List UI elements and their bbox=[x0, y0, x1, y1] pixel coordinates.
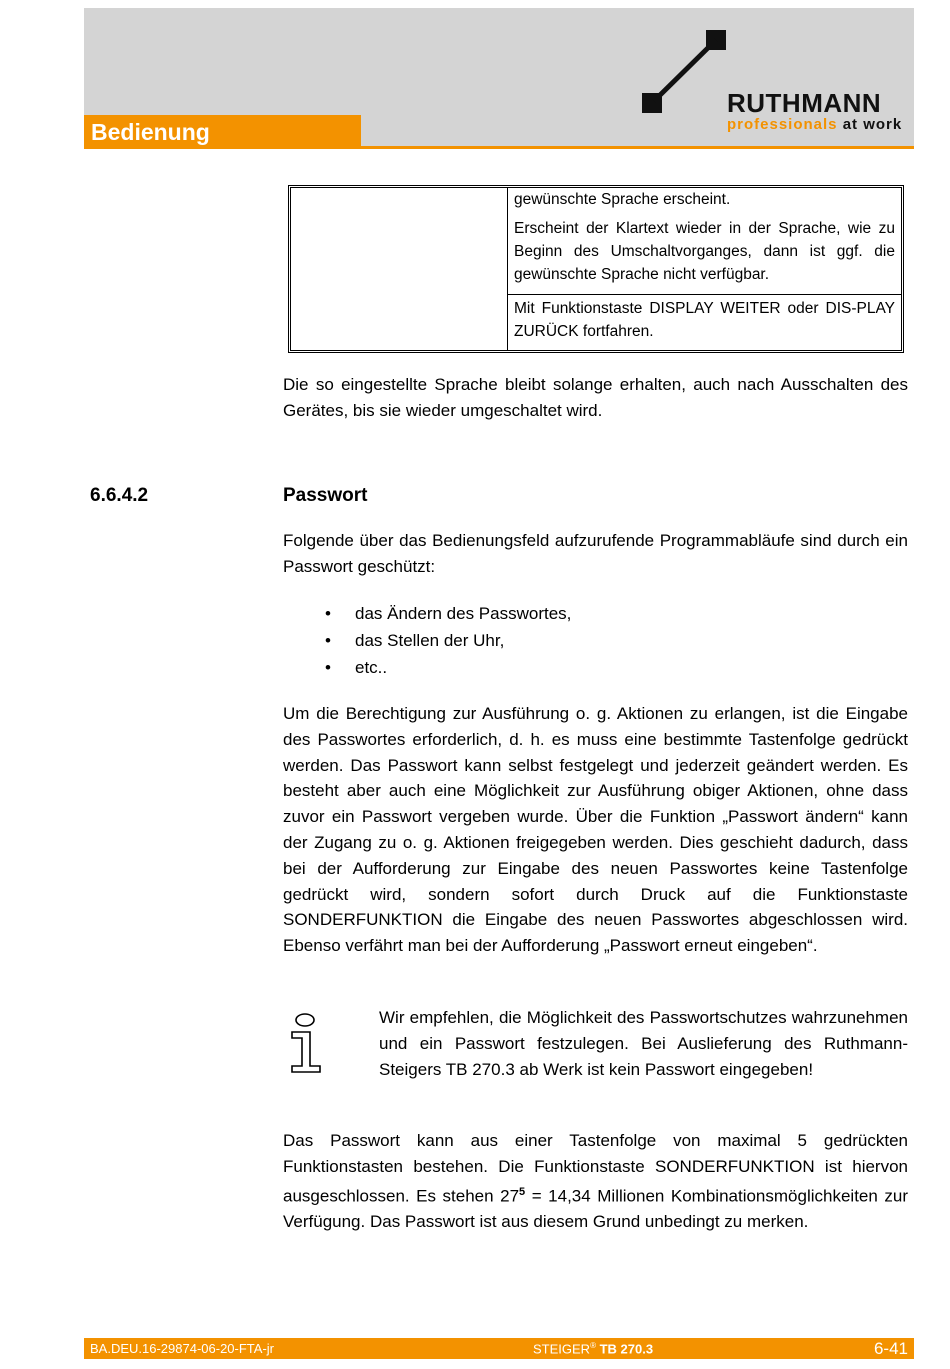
info-note: Wir empfehlen, die Möglichkeit des Passwortschutzes wahrzunehmen und ein Passwort festzulegen. Bei Auslieferung des Ruthmann-Steigers TB 270.3 ab Werk ist kein Passwort eingegeben! bbox=[379, 1008, 908, 1079]
list-item: • das Stellen der Uhr, bbox=[325, 627, 571, 654]
bullet-icon: • bbox=[325, 631, 331, 650]
header-section-title: Bedienung bbox=[84, 115, 361, 149]
section-title: Passwort bbox=[283, 485, 368, 506]
bullet-icon: • bbox=[325, 604, 331, 623]
info-icon bbox=[288, 1012, 324, 1074]
list-item: • das Ändern des Passwortes, bbox=[325, 600, 571, 627]
logo-name: RUTHMANN bbox=[727, 88, 882, 118]
ruthmann-logo bbox=[640, 28, 912, 138]
header-rule bbox=[361, 146, 914, 149]
table-cell-row2: Mit Funktionstaste DISPLAY WEITER oder DIS-PLAY ZURÜCK fortfahren. bbox=[514, 300, 895, 340]
main-paragraph: Um die Berechtigung zur Ausführung o. g. Aktionen zu erlangen, ist die Eingabe des Passwortes erforderlich, d. h. es muss eine bestimmte Tastenfolge gedrückt werden. Das Passwort kann selbst festgelegt und jederzeit geändert werden. Es besteht aber auch eine Möglichkeit zur Ausführung obiger Aktionen, ohne dass zuvor ein Passwort vergeben wurde. Über die Funktion „Passwort ändern“ kann der Zugang zu o. g. Aktionen freigegeben werden. Dies geschieht dadurch, dass bei der Aufforderung zur Eingabe des neuen Passwortes keine Tastenfolge gedrückt wird, sondern sofort durch Druck auf die Funktionstaste SONDERFUNKTION die Eingabe des neuen Passwortes abgeschlossen wird. Ebenso verfährt man bei der Aufforderung „Passwort erneut eingeben“. bbox=[283, 704, 908, 956]
logo-tagline: professionals at work bbox=[727, 116, 903, 133]
bullet-list bbox=[325, 600, 571, 681]
footer-page-number: 6-41 bbox=[873, 1339, 908, 1358]
table-cell-row1 bbox=[514, 188, 895, 286]
table-column-divider bbox=[507, 188, 508, 350]
protected-intro-paragraph: Folgende über das Bedienungsfeld aufzurufende Programmabläufe sind durch ein Passwort geschützt: bbox=[283, 531, 908, 576]
bullet-icon: • bbox=[325, 658, 331, 677]
table-row-divider bbox=[507, 294, 901, 295]
table-row1-line: gewünschte Sprache erscheint. bbox=[514, 191, 731, 208]
intro-paragraph: Die so eingestellte Sprache bleibt solange erhalten, auch nach Ausschalten des Gerätes, bis sie wieder umgeschaltet wird. bbox=[283, 375, 908, 420]
footer-document-id: BA.DEU.16-29874-06-20-FTA-jr bbox=[90, 1341, 274, 1356]
footer-bar bbox=[84, 1338, 914, 1359]
instruction-table bbox=[288, 185, 904, 353]
exponent: 5 bbox=[519, 1185, 526, 1198]
footer-product: STEIGER® TB 270.3 bbox=[533, 1341, 654, 1357]
table-row1-paragraph: Erscheint der Klartext wieder in der Sprache, wie zu Beginn des Umschaltvorganges, dann ist ggf. die gewünschte Sprache nicht verfügbar. bbox=[514, 220, 895, 283]
list-item: • etc.. bbox=[325, 654, 571, 681]
section-number: 6.6.4.2 bbox=[90, 485, 149, 506]
final-paragraph: Das Passwort kann aus einer Tastenfolge von maximal 5 gedrückten Funktionstasten bestehen. Die Funktionstaste SONDERFUNKTION ist hiervon ausgeschlossen. Es stehen $27^5 = 14,34$ Millionen Kombinationsmöglichkeiten zur Verfügung. Das Passwort ist aus diesem Grund unbedingt zu merken. bbox=[283, 1131, 908, 1232]
